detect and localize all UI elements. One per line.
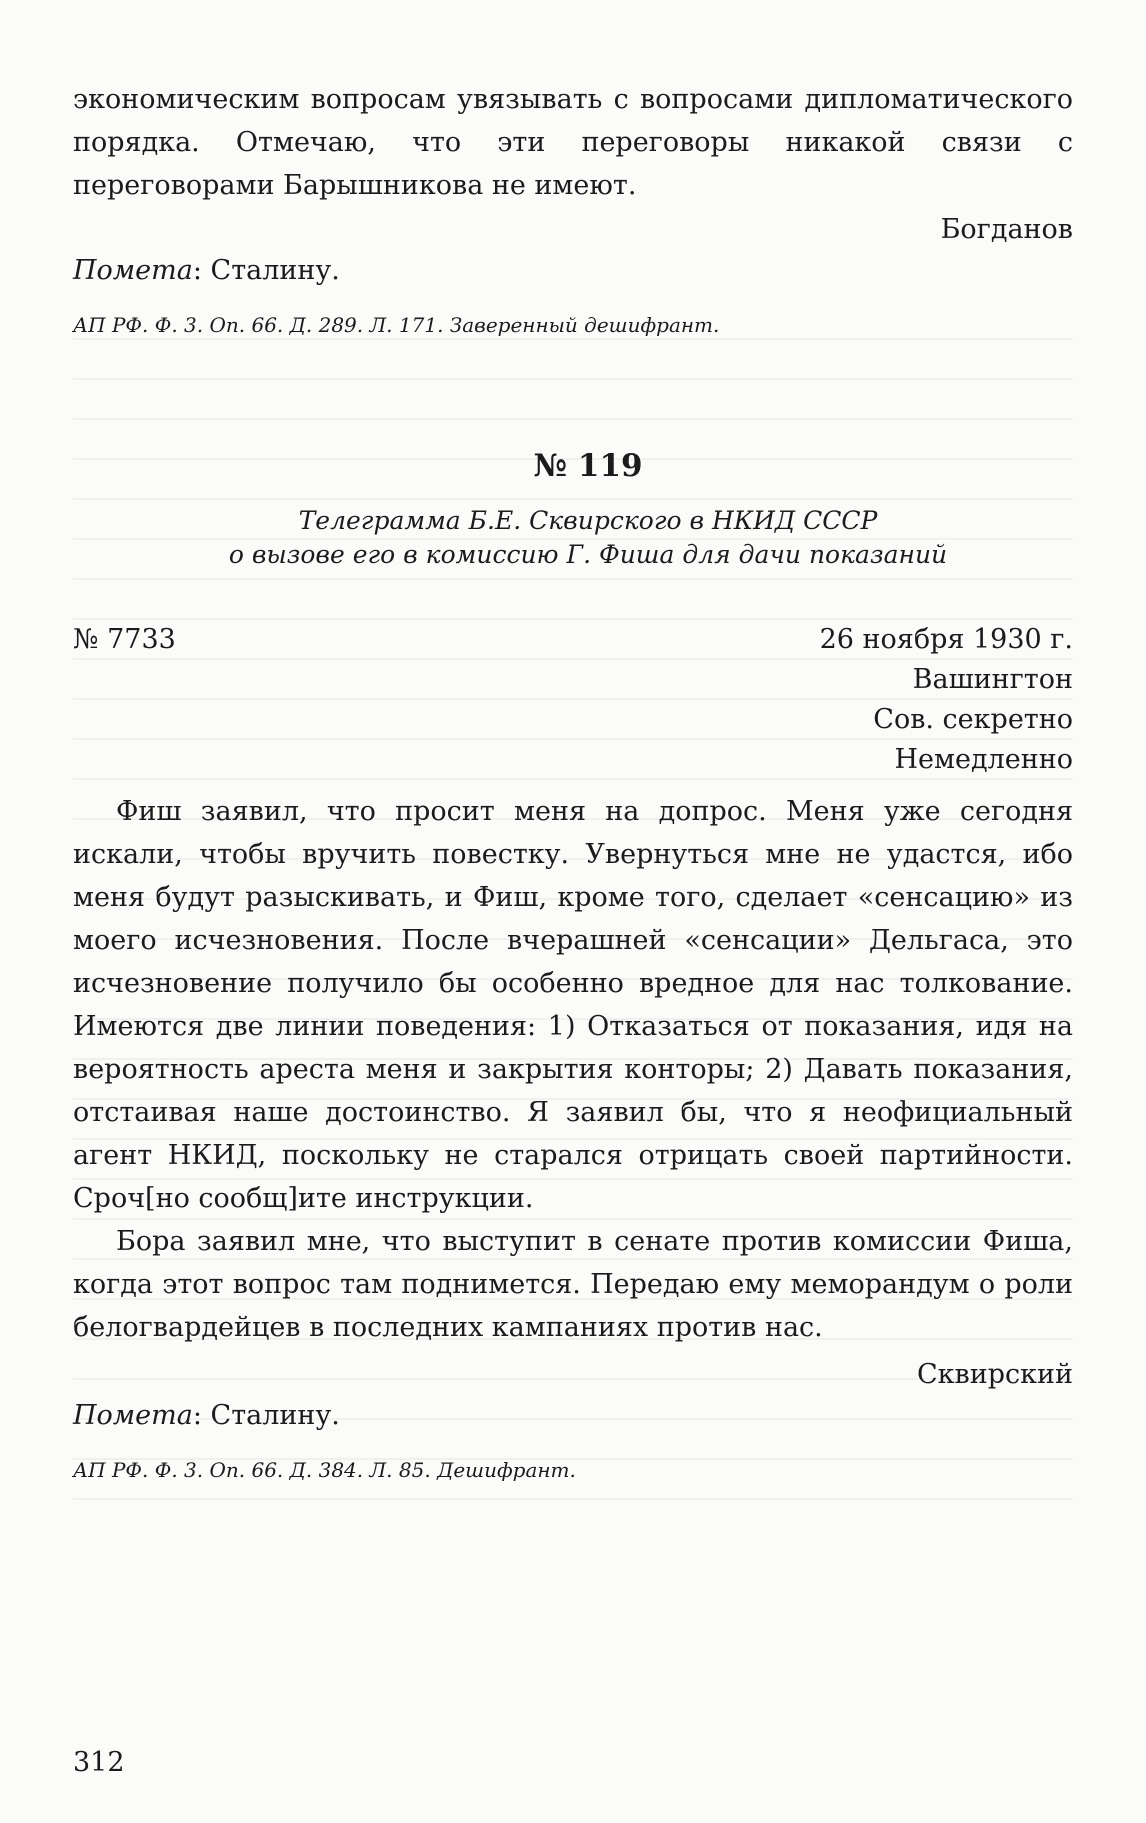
- meta-row: [73, 620, 1073, 660]
- signature-bogdanov: Богданов: [940, 214, 1073, 245]
- document-place: Вашингтон: [912, 664, 1073, 695]
- urgency-stamp: Немедленно: [894, 744, 1073, 775]
- doc-119-meta: [73, 620, 1073, 780]
- mark-label: Помета: [73, 1400, 193, 1431]
- continuation-paragraph: [73, 78, 1073, 207]
- doc-119-body: [73, 790, 1073, 1483]
- document-title-line-1: Телеграмма Б.Е. Сквирского в НКИД СССР: [298, 506, 878, 535]
- archive-source: АП РФ. Ф. 3. Оп. 66. Д. 289. Л. 171. Заверенный дешифрант.: [73, 313, 720, 337]
- mark-label: Помета: [73, 255, 193, 286]
- document-date: 26 ноября 1930 г.: [819, 624, 1073, 655]
- doc-118-closing: [73, 208, 1073, 338]
- mark-note: [73, 249, 1073, 292]
- page-number: 312: [73, 1747, 125, 1778]
- doc-119-header: [73, 446, 1073, 572]
- document-title-line-2: о вызове его в комиссию Г. Фиша для дачи показаний: [228, 540, 948, 569]
- body-paragraph-2: Бора заявил мне, что выступит в сенате против комиссии Фиша, когда этот вопрос там поднимется. Передаю ему меморандум о роли белогвардейцев в последних кампаниях против нас.: [73, 1226, 1073, 1343]
- document-number: № 119: [533, 448, 643, 484]
- mark-text: : Сталину.: [192, 1400, 340, 1431]
- continuation-text: экономическим вопросам увязывать с вопросами дипломатического порядка. Отмечаю, что эти переговоры никакой связи с переговорами Барышникова не имеют.: [73, 84, 1073, 201]
- registration-number: № 7733: [73, 624, 176, 655]
- archive-source: АП РФ. Ф. 3. Оп. 66. Д. 384. Л. 85. Дешифрант.: [73, 1458, 576, 1482]
- secrecy-stamp: Сов. секретно: [873, 704, 1073, 735]
- mark-text: : Сталину.: [192, 255, 340, 286]
- mark-note: [73, 1394, 1073, 1437]
- body-paragraph-1: Фиш заявил, что просит меня на допрос. Меня уже сегодня искали, чтобы вручить повестку. Увернуться мне не удастся, ибо меня будут разыскивать, и Фиш, кроме того, сделает «сенсацию» из моего исчезновения. После вчерашней «сенсации» Дельгаса, это исчезновение получило бы особенно вредное для нас толкование. Имеются две линии поведения: 1) Отказаться от показания, идя на вероятность ареста меня и закрытия конторы; 2) Давать показания, отстаивая наше достоинство. Я заявил бы, что я неофициальный агент НКИД, поскольку не старался отрицать своей партийности. Сроч[но сообщ]ите инструкции.: [73, 796, 1073, 1214]
- signature-skvirsky: Сквирский: [916, 1359, 1073, 1390]
